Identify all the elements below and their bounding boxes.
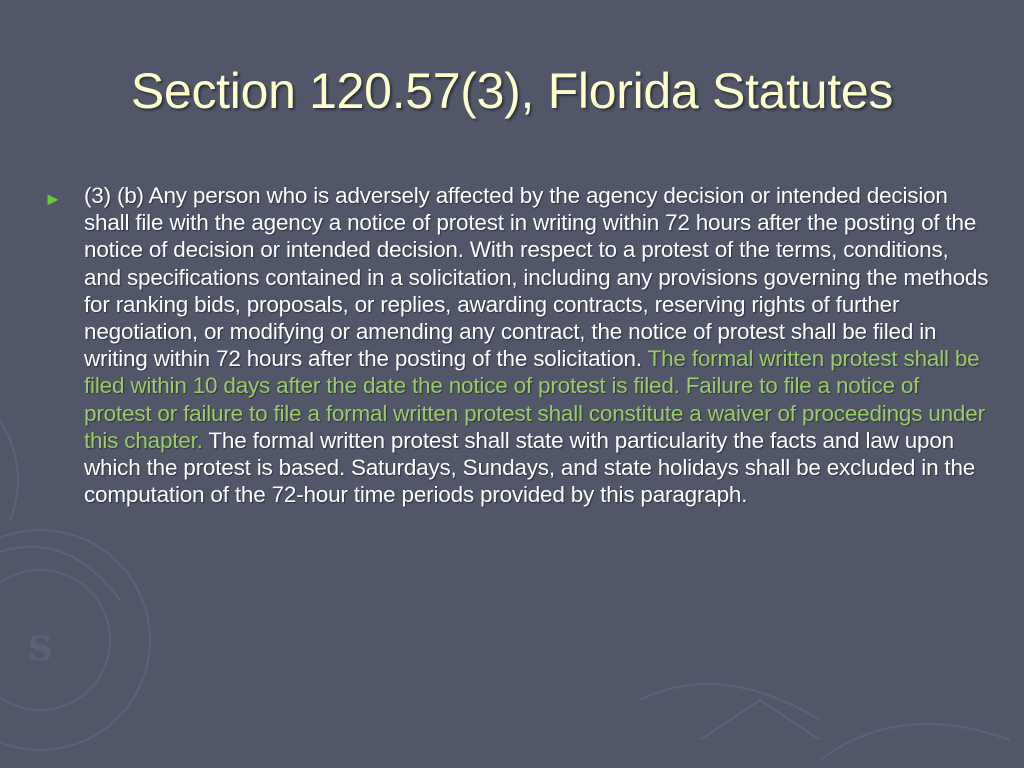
slide-title: Section 120.57(3), Florida Statutes xyxy=(130,63,894,119)
svg-text:S: S xyxy=(28,629,53,669)
paragraph-lead-text: (3) (b) Any person who is adversely affected by the agency decision or intended decision shall file with the agency a notice of protest in writing within 72 hours after the posting of the notice of decision or intended decision. With respect to a protest of the terms, conditions, and specifications contained in a solicitation, including any provisions governing the methods for ranking bids, proposals, or replies, awarding contracts, reserving rights of further negotiation, or modifying or amending any contract, the notice of protest shall be filed in writing within 72 hours after the posting of the solicitation. xyxy=(84,183,989,372)
bullet-arrow-icon: ► xyxy=(44,189,62,209)
statute-paragraph xyxy=(84,182,990,508)
paragraph-tail-text: The formal written protest shall state with particularity the facts and law upon which the protest is based. Saturdays, Sundays, and state holidays shall be excluded in the computation of the 72-hour time periods provided by this paragraph. xyxy=(84,427,976,508)
paragraph-highlighted-text: The formal written protest shall be filed within 10 days after the date the notice of protest is filed. Failure to file a notice of protest or failure to file a formal written protest shall constitute a waiver of proceedings under this chapter. xyxy=(84,346,985,453)
